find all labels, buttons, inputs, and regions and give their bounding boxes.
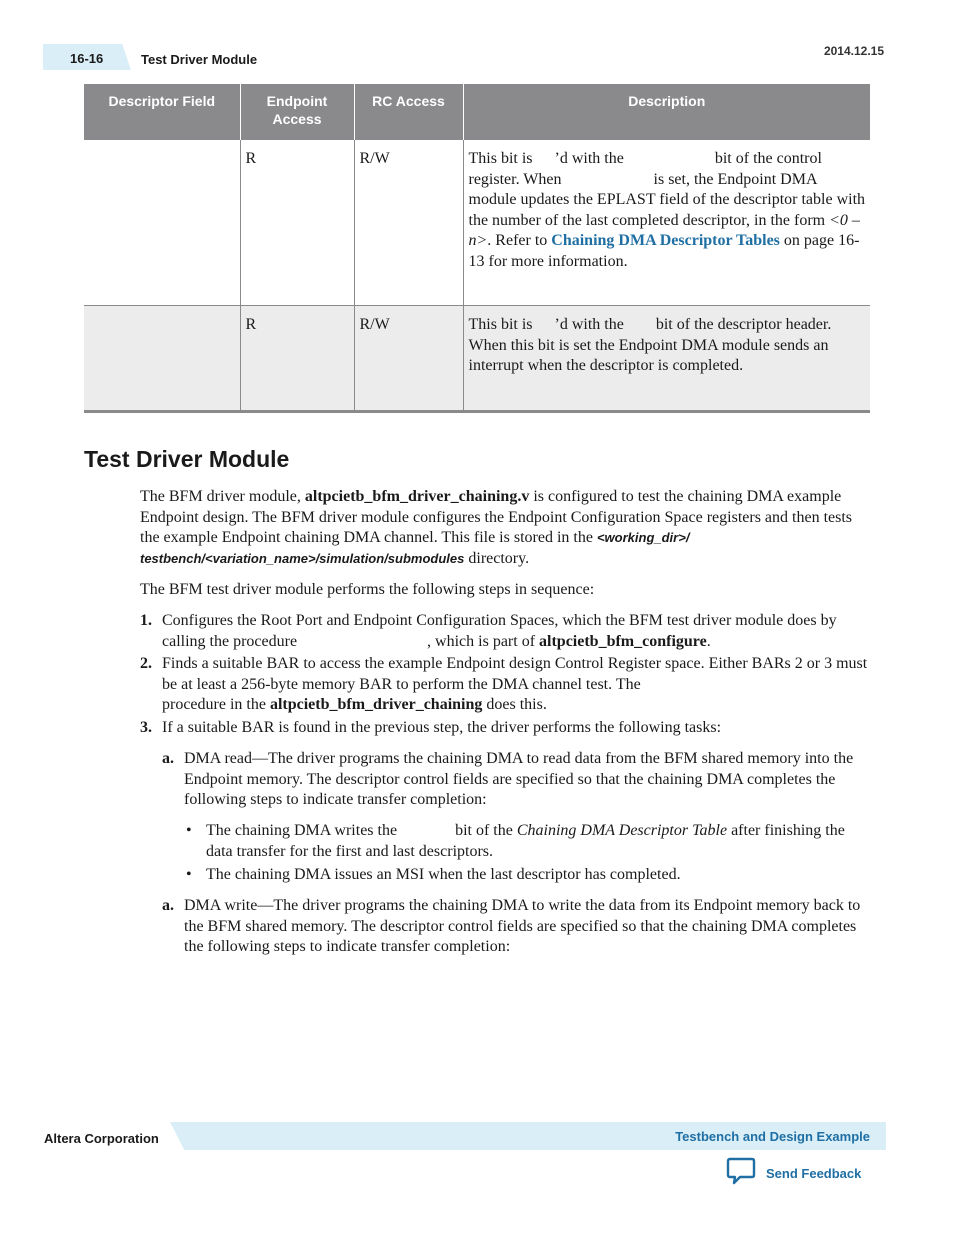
cell-description <box>463 306 870 412</box>
step-text: Finds a suitable BAR to access the example Endpoint design Control Register space. Either BARs 2 or 3 must be at least a 256-byte memory BAR to perform the DMA channel test. The <box>162 655 868 693</box>
substep-text: DMA write—The driver programs the chaining DMA to write the data from its Endpoint memory back to the BFM shared memory. The descriptor control fields are specified so that the chaining DMA completes the following steps to indicate transfer completion: <box>184 897 861 956</box>
cell-endpoint-access: R <box>240 140 354 306</box>
step-text: If a suitable BAR is found in the previous step, the driver performs the following tasks: <box>162 719 722 736</box>
column-header-descriptor-field: Descriptor Field <box>84 84 240 140</box>
chapter-title-link[interactable]: Testbench and Design Example <box>675 1129 870 1144</box>
list-item <box>184 865 872 886</box>
send-feedback-button[interactable] <box>726 1157 861 1190</box>
cell-descriptor-field <box>84 140 240 306</box>
bullet-text: bit of the <box>455 822 517 839</box>
table-header-row <box>84 84 870 140</box>
column-header-endpoint-access: Endpoint Access <box>240 84 354 140</box>
descriptor-field-table <box>84 84 870 413</box>
bullet-marker: • <box>186 822 192 839</box>
column-header-rc-access: RC Access <box>354 84 463 140</box>
page-number: 16-16 <box>70 51 104 66</box>
intro-paragraph <box>140 487 872 570</box>
list-item <box>162 896 872 958</box>
list-item <box>140 654 872 716</box>
desc-text: bit of the control register. When <box>468 150 822 188</box>
substep-text: DMA read—The driver programs the chaining DMA to read data from the BFM shared memory into the Endpoint memory. The descriptor control fields are specified so that the chaining DMA completes the following steps to indicate transfer completion: <box>184 750 854 809</box>
desc-text: ’d with the <box>554 150 624 167</box>
step-marker: 2. <box>140 655 152 672</box>
desc-text: This bit is <box>468 316 533 333</box>
list-item <box>162 749 872 811</box>
desc-text: on page 16-13 for more information. <box>468 232 860 270</box>
desc-text: bit of the descriptor header. When this bit is set the Endpoint DMA module sends an interrupt when the descriptor is completed. <box>468 316 832 374</box>
desc-text: . Refer to <box>487 232 552 249</box>
cell-rc-access: R/W <box>354 306 463 412</box>
steps-intro-paragraph: The BFM test driver module performs the following steps in sequence: <box>140 581 595 598</box>
send-feedback-label: Send Feedback <box>766 1166 862 1181</box>
directory-path: <working_dir>/ testbench/<variation_name>/simulation/submodules <box>140 530 690 567</box>
substep-marker: a. <box>162 750 174 767</box>
step-text: does this. <box>482 696 547 714</box>
chaining-dma-descriptor-tables-link[interactable]: Chaining DMA Descriptor Tables <box>551 232 780 249</box>
table-row <box>84 140 870 306</box>
desc-text: This bit is <box>468 150 533 167</box>
driver-file-name: altpcietb_bfm_driver_chaining.v <box>304 488 530 505</box>
bullet-marker: • <box>186 866 192 883</box>
cell-description <box>463 140 870 306</box>
column-header-description: Description <box>463 84 870 140</box>
bullet-text: The chaining DMA issues an MSI when the last descriptor has completed. <box>206 866 681 883</box>
substep-marker: a. <box>162 897 174 914</box>
cell-endpoint-access: R <box>240 306 354 412</box>
desc-range: <0 – n> <box>468 211 860 249</box>
step-text: , which is part of <box>427 632 540 650</box>
desc-text: ’d with the <box>554 316 624 333</box>
paragraph-text: directory. <box>464 550 530 568</box>
procedure-file-name: altpcietb_bfm_driver_chaining <box>269 696 483 714</box>
step-marker: 3. <box>140 719 152 736</box>
paragraph-text: The BFM driver module, <box>140 488 305 505</box>
bullet-text: after finishing the data transfer for the first and last descriptors. <box>206 822 845 860</box>
speech-bubble-icon <box>726 1157 756 1190</box>
step-text: Configures the Root Port and Endpoint Configuration Spaces, which the BFM test driver module does by calling the procedure <box>162 612 837 650</box>
bullet-text: The chaining DMA writes the <box>206 822 398 839</box>
cell-descriptor-field <box>84 306 240 412</box>
step-marker: 1. <box>140 612 152 629</box>
desc-text: is set, the Endpoint DMA module updates the EPLAST field of the descriptor table with the number of the last completed descriptor, in the form <box>468 170 866 229</box>
table-reference: Chaining DMA Descriptor Table <box>516 822 728 839</box>
running-header-title: Test Driver Module <box>141 52 258 67</box>
document-date: 2014.12.15 <box>823 44 884 58</box>
section-heading: Test Driver Module <box>84 446 290 472</box>
list-item <box>140 611 872 652</box>
procedure-file-name: altpcietb_bfm_configure <box>539 632 707 650</box>
company-name: Altera Corporation <box>44 1131 159 1146</box>
list-item <box>140 718 872 739</box>
paragraph-text: is configured to test the chaining DMA example Endpoint design. The BFM driver module configures the Endpoint Configuration Space registers and then tests the example Endpoint chaining DMA channel. This file is stored in the <box>140 488 853 547</box>
list-item <box>184 821 872 862</box>
step-text: procedure in the <box>162 696 270 714</box>
table-row <box>84 306 870 412</box>
step-text: . <box>706 632 711 650</box>
cell-rc-access: R/W <box>354 140 463 306</box>
